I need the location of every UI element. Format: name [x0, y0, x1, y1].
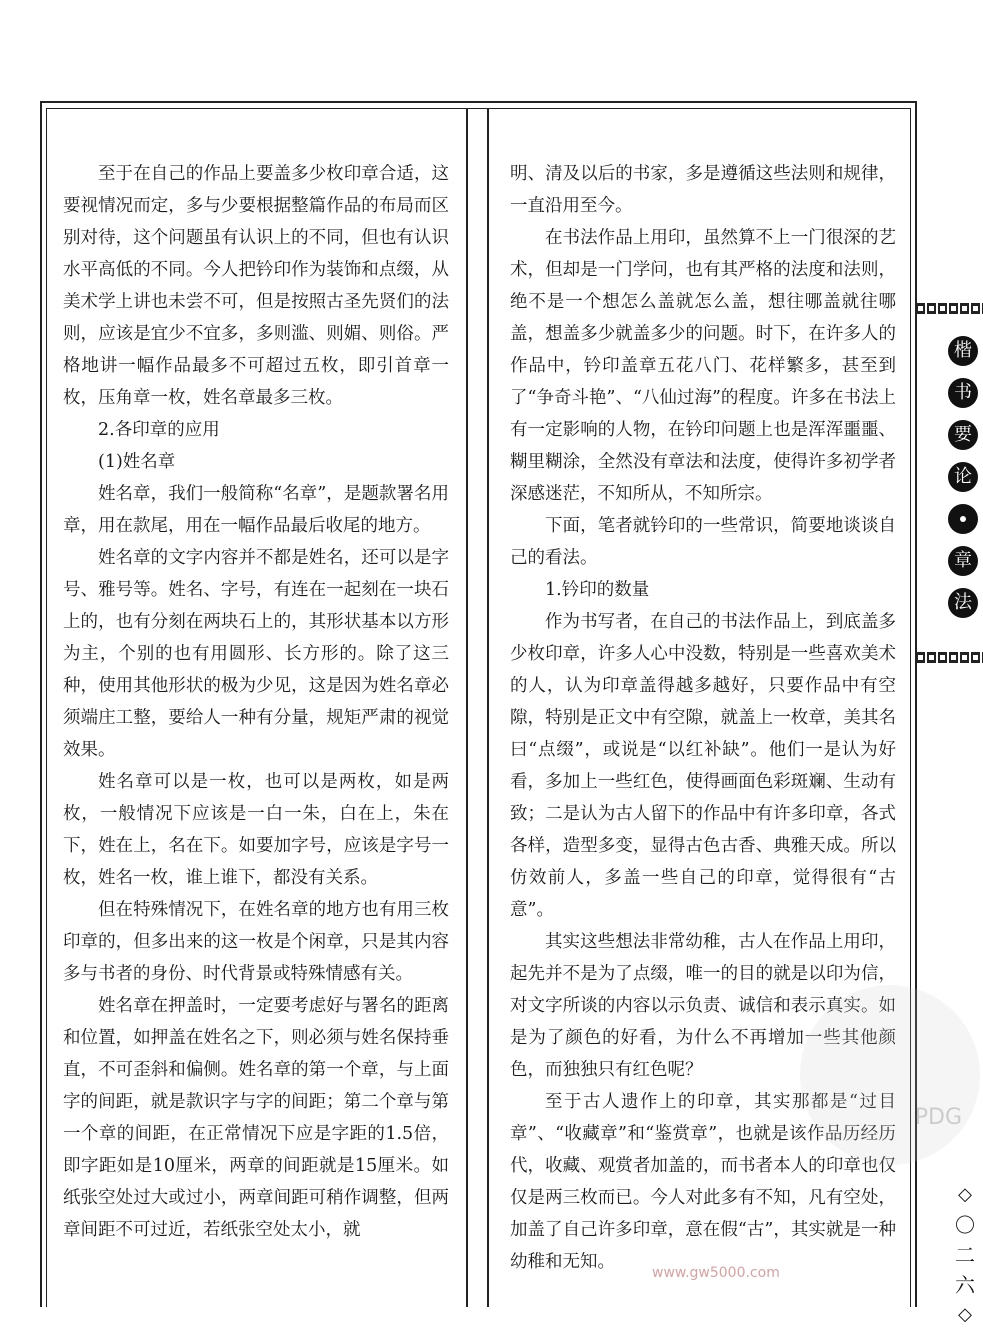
paragraph: 姓名章，我们一般简称“名章”，是题款署名用章，用在款尾，用在一幅作品最后收尾的地方。: [63, 484, 449, 536]
title-char: 楷: [948, 336, 978, 366]
title-char: 论: [948, 462, 978, 492]
page-digit: 二: [955, 1243, 975, 1267]
paragraph: 其实这些想法非常幼稚，古人在作品上用印，起先并不是为了点缀，唯一的目的就是以印为信，对文字所谈的内容以示负责、诚信和表示真实。如是为了颜色的好看，为什么不再增加一些其他颜色，而独独只有红色呢？: [510, 932, 896, 1080]
paragraph: 但在特殊情况下，在姓名章的地方也有用三枚印章的，但多出来的这一枚是个闲章，只是其内容多与书者的身份、时代背景或特殊情感有关。: [63, 900, 449, 984]
watermark-url: www.gw5000.com: [652, 1265, 780, 1281]
left-text-column: [63, 158, 449, 1246]
frame-top-line: [40, 101, 916, 103]
column-divider-right: [487, 108, 489, 1307]
frame-inner-left-line: [46, 108, 47, 1307]
page-digit: 〇: [955, 1213, 975, 1237]
title-char: 法: [948, 588, 978, 618]
paragraph: 姓名章可以是一枚，也可以是两枚，如是两枚，一般情况下应该是一白一朱，白在上，朱在下，姓在上，名在下。如要加字号，应该是字号一枚，姓名一枚，谁上谁下，都没有关系。: [63, 772, 449, 888]
meander-border-top: [916, 303, 983, 314]
paragraph: 姓名章在押盖时，一定要考虑好与署名的距离和位置，如押盖在姓名之下，则必须与姓名保持垂直，不可歪斜和偏侧。姓名章的第一个章，与上面字的间距，就是款识字与字的间距；第二个章与第一个章的间距，在正常情况下应是字距的1.5倍，即字距如是10厘米，两章的间距就是15厘米。如纸张空处过大或过小，两章间距可稍作调整，但两章间距不可过近，若纸张空处太小，就: [63, 996, 449, 1240]
title-separator-dot: [948, 504, 978, 534]
subsection-heading: (1)姓名章: [98, 452, 176, 472]
diamond-ornament-icon: ◇: [958, 1184, 972, 1205]
paragraph: 至于在自己的作品上要盖多少枚印章合适，这要视情况而定，多与少要根据整篇作品的布局而区别对待，这个问题虽有认识上的不同，但也有认识水平高低的不同。今人把钤印作为装饰和点缀，从美术学上讲也未尝不可，但是按照古圣先贤们的法则，应该是宜少不宜多，多则滥、则媚、则俗。严格地讲一幅作品最多不可超过五枚，即引首章一枚，压角章一枚，姓名章最多三枚。: [63, 164, 449, 408]
diamond-ornament-icon: ◇: [958, 1304, 972, 1325]
section-heading: 2.各印章的应用: [98, 420, 220, 440]
title-char: 要: [948, 420, 978, 450]
watermark-stamp: [800, 985, 980, 1165]
meander-border-bottom: [916, 652, 983, 663]
paragraph: 在书法作品上用印，虽然算不上一门很深的艺术，但却是一门学问，也有其严格的法度和法则，绝不是一个想怎么盖就怎么盖，想往哪盖就往哪盖，想盖多少就盖多少的问题。时下，在许多人的作品中，钤印盖章五花八门、花样繁多，甚至到了“争奇斗艳”、“八仙过海”的程度。许多在书法上有一定影响的人物，在钤印问题上也是浑浑噩噩、糊里糊涂，全然没有章法和法度，使得许多初学者深感迷茫，不知所从，不知所宗。: [510, 228, 896, 504]
paragraph: 姓名章的文字内容并不都是姓名，还可以是字号、雅号等。姓名、字号，有连在一起刻在一块石上的，也有分刻在两块石上的，其形状基本以方形为主，个别的也有用圆形、长方形的。除了这三种，使用其他形状的极为少见，这是因为姓名章必须端庄工整，要给人一种有分量，规矩严肃的视觉效果。: [63, 548, 449, 760]
section-heading: 1.钤印的数量: [545, 580, 650, 600]
paragraph: 作为书写者，在自己的书法作品上，到底盖多少枚印章，许多人心中没数，特别是一些喜欢美术的人，认为印章盖得越多越好，只要作品中有空隙，特别是正文中有空隙，就盖上一枚章，美其名曰“点缀”，或说是“以红补缺”。他们一是认为好看，多加上一些红色，使得画面色彩斑斓、生动有致；二是认为古人留下的作品中有许多印章，各式各样，造型多变，显得古色古香、典雅天成。所以仿效前人，多盖一些自己的印章，觉得很有“古意”。: [510, 612, 896, 920]
title-char: 书: [948, 378, 978, 408]
page-digit: 六: [955, 1273, 975, 1297]
column-divider-left: [466, 108, 468, 1307]
title-char: 章: [948, 546, 978, 576]
frame-left-line: [40, 101, 42, 1307]
stamp-label: PDG: [914, 1105, 962, 1130]
page-number: [953, 1180, 977, 1330]
paragraph: 下面，笔者就钤印的一些常识，简要地谈谈自己的看法。: [510, 516, 896, 568]
paragraph: 至于古人遗作上的印章，其实那都是“过目章”、“收藏章”和“鉴赏章”，也就是该作品历经历代，收藏、观赏者加盖的，而书者本人的印章也仅仅是两三枚而已。今人对此多有不知，凡有空处，加盖了自己许多印章，意在假“古”，其实就是一种幼稚和无知。: [510, 1092, 896, 1272]
paragraph-continuation: 明、清及以后的书家，多是遵循这些法则和规律，一直沿用至今。: [510, 164, 896, 216]
frame-inner-top-line: [46, 108, 910, 109]
book-title-vertical: [948, 336, 978, 630]
